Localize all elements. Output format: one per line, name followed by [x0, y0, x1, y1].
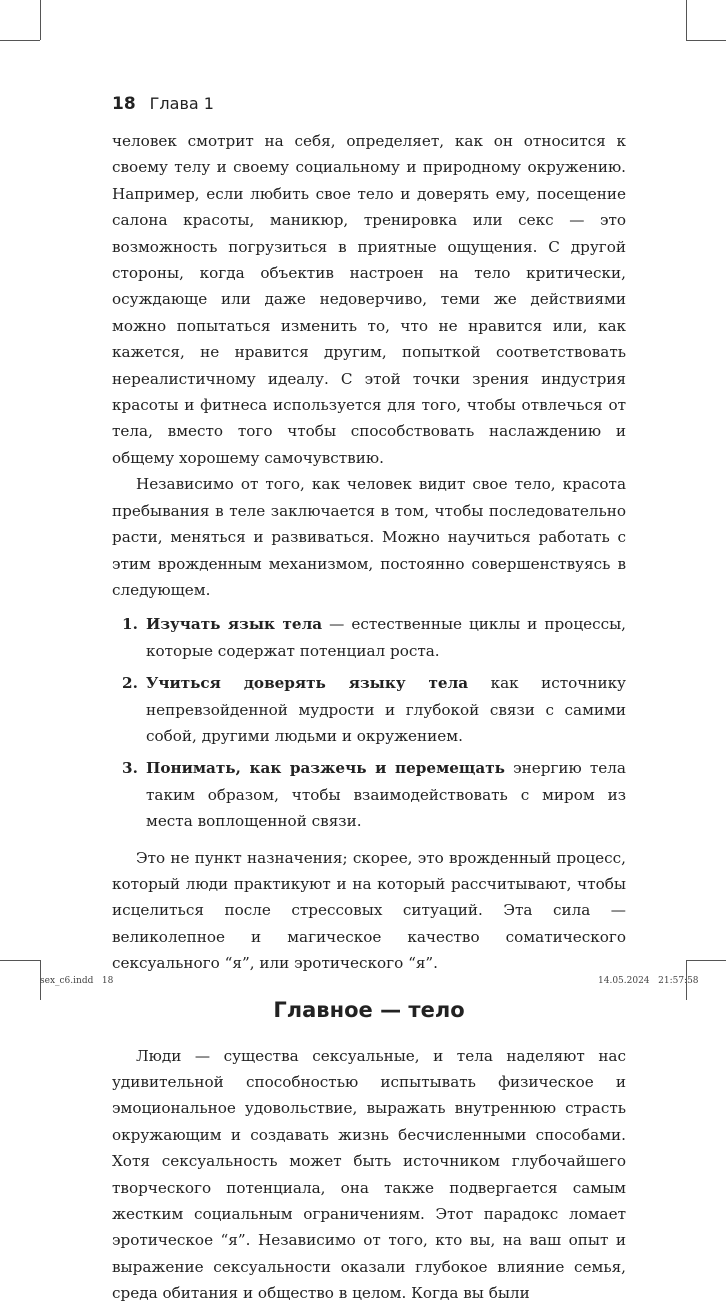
crop-mark-top-right-h	[686, 40, 726, 41]
list-item-number: 3.	[122, 759, 138, 778]
list-item-text: как источнику непревзойденной мудрости и глубокой связи с самими собой, другими людьми и окружением.	[146, 674, 626, 745]
list-item-number: 2.	[122, 674, 138, 693]
crop-mark-top-left-v	[40, 0, 41, 40]
paragraph-continuation: человек смотрит на себя, определяет, как он относится к своему телу и своему социальному и природному окружению. Например, если любить свое тело и доверять ему, посещение салона красоты, маникюр, тренировка или секс — это возможность погрузиться в приятные ощущения. С другой стороны, когда объектив настроен на тело критически, осуждающе или даже недоверчиво, теми же действиями можно попытаться изменить то, что не нравится или, как кажется, не нравится другим, попыткой соответствовать нереалистичному идеалу. С этой точки зрения индустрия красоты и фитнеса используется для того, чтобы отвлечься от тела, вместо того чтобы способствовать наслаждению и общему хорошему самочувствию.	[112, 132, 626, 467]
crop-mark-top-right-v	[686, 0, 687, 40]
crop-mark-top-left-h	[0, 40, 40, 41]
list-item-bold: Изучать язык тела	[146, 615, 323, 634]
list-item-bold: Понимать, как разжечь и перемещать	[146, 759, 505, 778]
numbered-list	[112, 611, 626, 834]
list-item	[112, 611, 626, 664]
section-paragraph: Люди — существа сексуальные, и тела наделяют нас удивительной способностью испытывать физическое и эмоциональное удовольствие, выражать внутреннюю страсть окружающим и создавать жизнь бесчисленными способами. Хотя сексуальность может быть источником глубочайшего творческого потенциала, она также подвергается самым жестким социальным ограничениям. Этот парадокс ломает эротическое “я”. Независимо от того, кто вы, на ваш опыт и выражение сексуальности оказали глубокое влияние семья, среда обитания и общество в целом. Когда вы были	[112, 1046, 626, 1303]
list-item-text: — естественные циклы и процессы, которые содержат потенциал роста.	[146, 615, 626, 660]
page-number: 18	[112, 94, 136, 114]
page-body	[112, 128, 626, 1307]
list-item	[112, 670, 626, 749]
list-item-bold: Учиться доверять языку тела	[146, 674, 469, 693]
list-item	[112, 755, 626, 834]
chapter-label: Глава 1	[149, 94, 214, 113]
print-slug-filename: sex_c6.indd 18	[40, 976, 114, 986]
running-header	[112, 94, 214, 114]
list-item-text: энергию тела таким образом, чтобы взаимодействовать с миром из места воплощенной связи.	[146, 759, 626, 831]
paragraph-intro-list: Независимо от того, как человек видит свое тело, красота пребывания в теле заключается в том, чтобы последовательно расти, меняться и развиваться. Можно научиться работать с этим врожденным механизмом, постоянно совершенствуясь в следующем.	[112, 475, 626, 599]
paragraph-after-list: Это не пункт назначения; скорее, это врожденный процесс, который люди практикуют и на который рассчитывают, чтобы исцелиться после стрессовых ситуаций. Эта сила — великолепное и магическое качество соматического сексуального “я”, или эротического “я”.	[112, 848, 626, 973]
crop-mark-bottom-left-h	[0, 960, 40, 961]
list-item-number: 1.	[122, 615, 138, 634]
crop-mark-bottom-right-h	[686, 960, 726, 961]
section-heading: Главное — тело	[273, 997, 465, 1022]
print-slug-datetime: 14.05.2024 21:57:58	[598, 976, 699, 986]
